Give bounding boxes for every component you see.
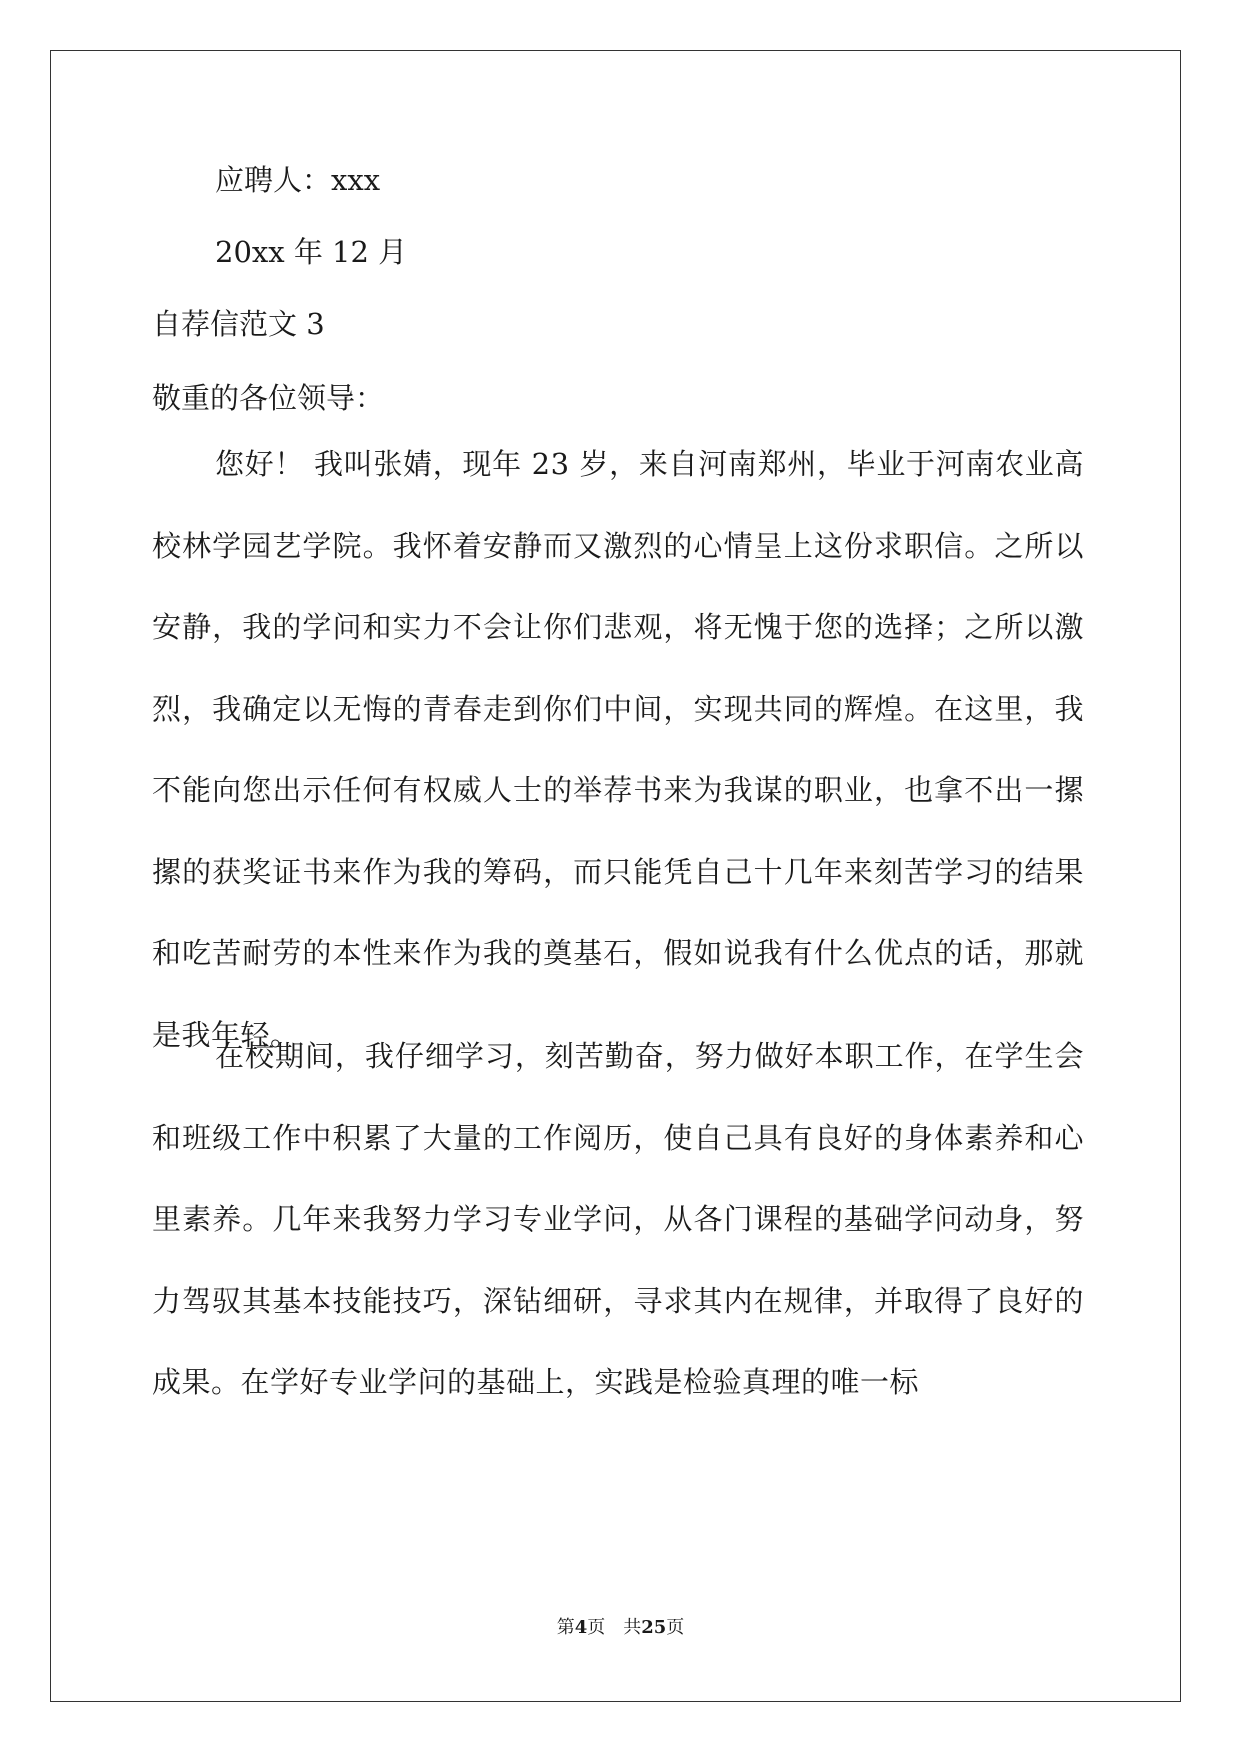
footer-middle: 页 共 — [587, 1617, 642, 1638]
applicant-line: 应聘人：xxx — [215, 163, 381, 197]
total-page-number: 25 — [641, 1617, 667, 1638]
salutation: 敬重的各位领导： — [152, 381, 385, 415]
footer-prefix: 第 — [556, 1617, 575, 1638]
footer-suffix: 页 — [666, 1617, 685, 1638]
page-footer — [0, 1616, 1241, 1640]
paragraph-school: 在校期间，我仔细学习，刻苦勤奋，努力做好本职工作，在学生会和班级工作中积累了大量的工作阅历，使自己具有良好的身体素养和心里素养。几年来我努力学习专业学问，从各门课程的基础学问动身，努力驾驭其基本技能技巧，深钻细研，寻求其内在规律，并取得了良好的成果。在学好专业学问的基础上，实践是检验真理的唯一标 — [152, 1039, 1084, 1399]
section-title: 自荐信范文 3 — [152, 307, 325, 341]
paragraph-intro: 您好！ 我叫张婧，现年 23 岁，来自河南郑州，毕业于河南农业高校林学园艺学院。我怀着安静而又激烈的心情呈上这份求职信。之所以安静，我的学问和实力不会让你们悲观，将无愧于您的选择；之所以激烈，我确定以无悔的青春走到你们中间，实现共同的辉煌。在这里，我不能向您出示任何有权威人士的举荐书来为我谋的职业，也拿不出一摞摞的获奖证书来作为我的筹码，而只能凭自己十几年来刻苦学习的结果和吃苦耐劳的本性来作为我的奠基石，假如说我有什么优点的话，那就是我年轻。 — [152, 447, 1084, 1052]
date-line: 20xx 年 12 月 — [215, 235, 408, 269]
current-page-number: 4 — [574, 1617, 588, 1638]
